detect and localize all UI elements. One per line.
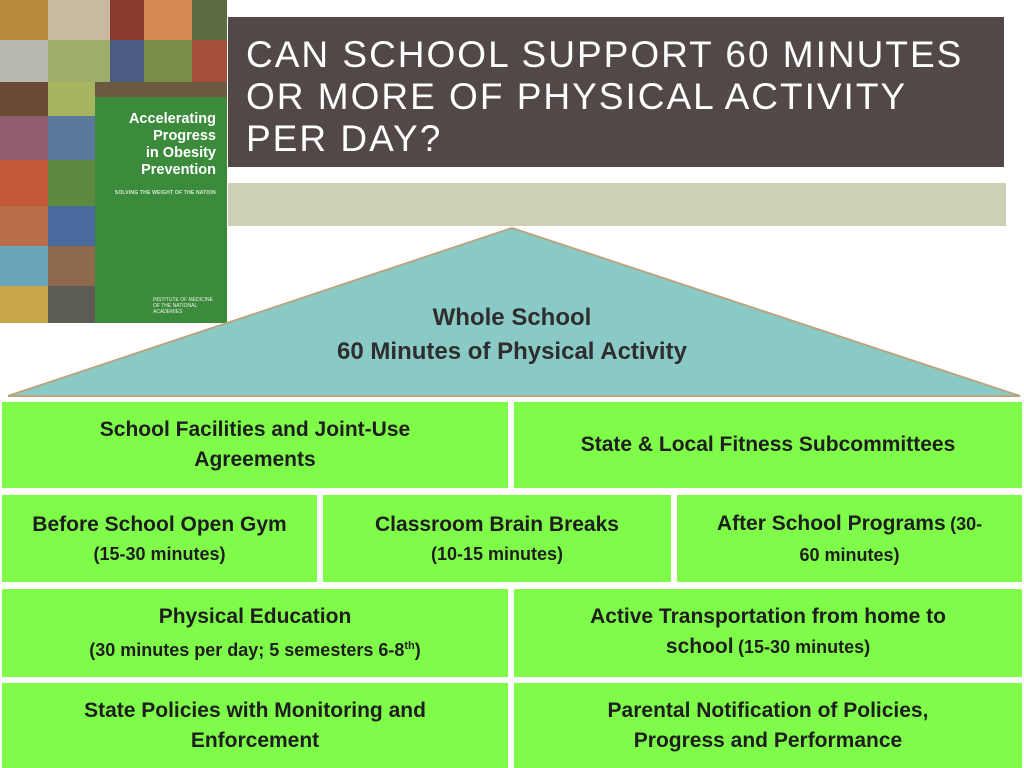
roof-subheading: 60 Minutes of Physical Activity <box>337 338 687 365</box>
cell-parental-notification: Parental Notification of Policies, Progress and Performance <box>514 683 1022 768</box>
book-subtitle: SOLVING THE WEIGHT OF THE NATION <box>114 190 216 196</box>
cell-before-school-gym: Before School Open Gym (15-30 minutes) <box>2 495 317 582</box>
cell-fitness-subcommittees: State & Local Fitness Subcommittees <box>514 402 1022 488</box>
cell-brain-breaks: Classroom Brain Breaks (10-15 minutes) <box>323 495 671 582</box>
book-title: Accelerating Progress in Obesity Prevention <box>128 111 216 178</box>
cell-state-policies: State Policies with Monitoring and Enforcement <box>2 683 508 768</box>
roof-heading: Whole School <box>432 304 592 331</box>
book-publisher: INSTITUTE OF MEDICINE OF THE NATIONAL ACADEMIES <box>153 297 213 315</box>
cell-active-transportation: Active Transportation from home to school (15-30 minutes) <box>514 589 1022 677</box>
cell-physical-education: Physical Education (30 minutes per day; 5 semesters 6-8th) <box>2 589 508 677</box>
title-bar <box>228 17 1004 167</box>
slide-title: CAN SCHOOL SUPPORT 60 MINUTES OR MORE OF PHYSICAL ACTIVITY PER DAY? <box>246 34 964 159</box>
cell-after-school-programs: After School Programs (30- 60 minutes) <box>677 495 1022 582</box>
cell-school-facilities: School Facilities and Joint-Use Agreements <box>2 402 508 488</box>
